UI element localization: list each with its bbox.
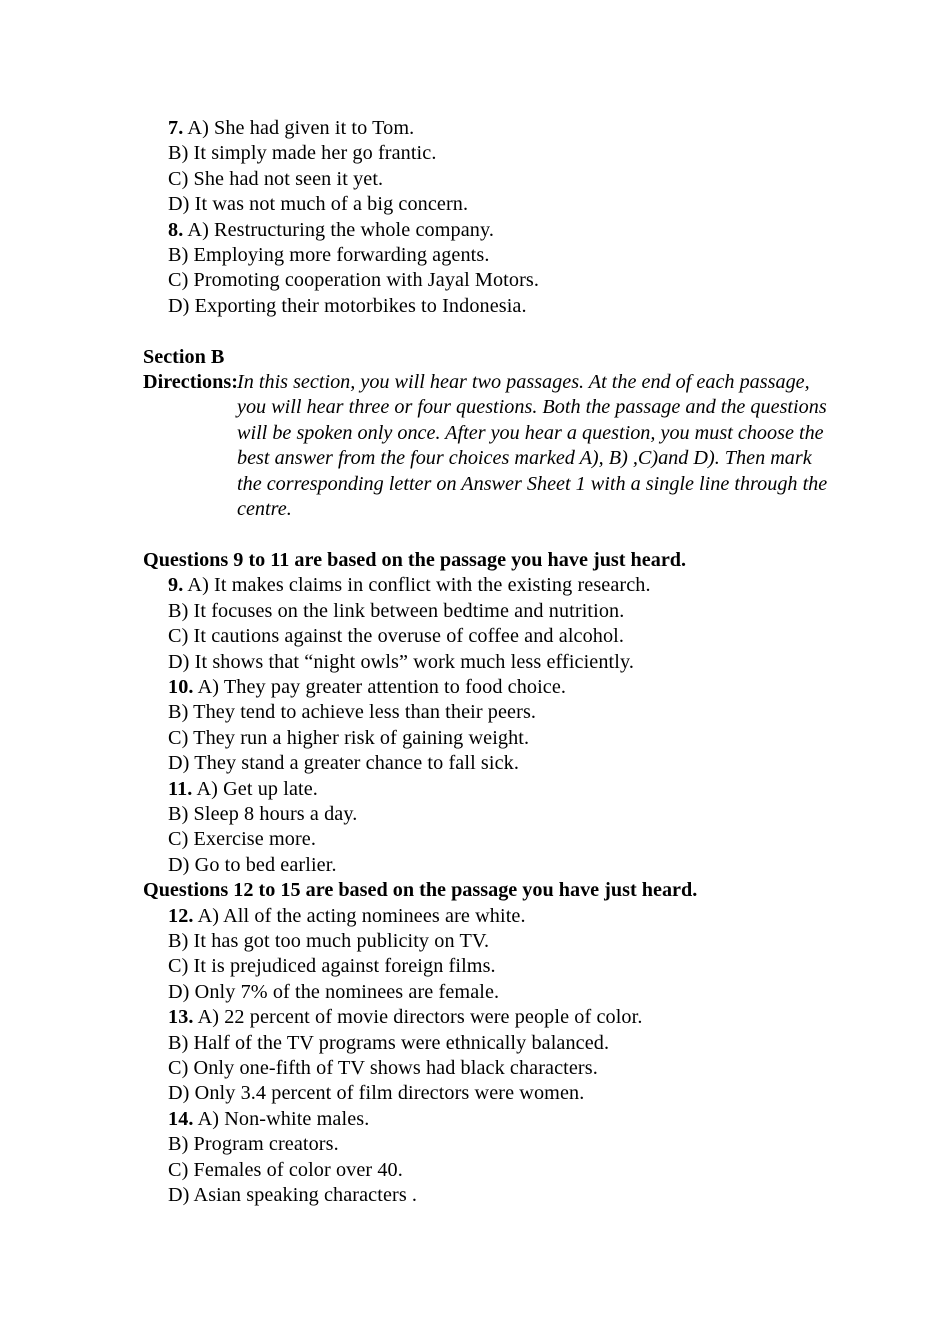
question-number-12: 12. [168, 904, 194, 927]
option-row: D) Asian speaking characters . [168, 1184, 418, 1207]
option-text: A) All of the acting nominees are white. [197, 904, 526, 927]
directions-block [143, 370, 828, 522]
option-row: D) It shows that “night owls” work much less efficiently. [168, 650, 634, 673]
option-text: A) She had given it to Tom. [187, 117, 415, 139]
option-row: C) They run a higher risk of gaining weight. [168, 726, 530, 749]
passage-2-heading: Questions 12 to 15 are based on the passage you have just heard. [143, 879, 698, 902]
question-item-14 [168, 1107, 823, 1132]
option-row: D) Only 3.4 percent of film directors were women. [168, 1082, 585, 1105]
option-row: B) Half of the TV programs were ethnically balanced. [168, 1031, 610, 1054]
document-body [143, 116, 828, 1208]
option-row: D) Exporting their motorbikes to Indonesia. [168, 294, 527, 317]
question-number-8: 8. [168, 218, 184, 241]
directions-line: In this section, you will hear two passages. At the end of each passage, [237, 371, 810, 394]
section-b-heading: Section B [143, 345, 225, 368]
option-text: A) 22 percent of movie directors were people of color. [197, 1006, 643, 1029]
option-row: C) Only one-fifth of TV shows had black characters. [168, 1057, 598, 1079]
option-row: B) Sleep 8 hours a day. [168, 802, 358, 825]
option-row: D) Only 7% of the nominees are female. [168, 980, 500, 1003]
directions-text [237, 370, 828, 522]
question-item-7 [168, 116, 823, 141]
directions-line: the corresponding letter on Answer Sheet 1 with a single line through the [237, 472, 828, 495]
directions-line: best answer from the four choices marked A), B) ,C)and D). Then mark [237, 447, 812, 470]
option-row: B) Employing more forwarding agents. [168, 244, 490, 267]
directions-line: you will hear three or four questions. Both the passage and the questions [237, 396, 827, 419]
question-number-14: 14. [168, 1107, 194, 1130]
directions-label: Directions: [143, 371, 238, 394]
option-text: A) Restructuring the whole company. [187, 218, 494, 241]
option-row: C) It is prejudiced against foreign films. [168, 955, 496, 978]
question-number-9: 9. [168, 574, 184, 597]
block-spacer [143, 319, 823, 344]
option-text: A) They pay greater attention to food choice. [197, 675, 567, 698]
option-text: A) Non-white males. [197, 1107, 370, 1130]
option-row: C) Females of color over 40. [168, 1158, 403, 1181]
option-text: A) Get up late. [196, 777, 318, 800]
question-item-8 [168, 218, 823, 243]
option-row: B) Program creators. [168, 1133, 339, 1156]
option-row: C) Exercise more. [168, 828, 317, 851]
question-number-11: 11. [168, 777, 193, 800]
option-row: B) It has got too much publicity on TV. [168, 929, 490, 952]
question-number-7: 7. [168, 117, 184, 139]
question-number-10: 10. [168, 675, 194, 698]
question-number-13: 13. [168, 1006, 194, 1029]
question-item-13 [168, 1005, 823, 1030]
option-row: D) Go to bed earlier. [168, 853, 337, 876]
option-row: C) She had not seen it yet. [168, 167, 384, 190]
option-row: B) It focuses on the link between bedtime and nutrition. [168, 599, 625, 622]
option-row: B) They tend to achieve less than their peers. [168, 701, 537, 724]
option-text: A) It makes claims in conflict with the existing research. [187, 574, 651, 597]
directions-line: will be spoken only once. After you hear a question, you must choose the [237, 421, 824, 444]
option-row: B) It simply made her go frantic. [168, 142, 437, 165]
option-row: D) They stand a greater chance to fall sick. [168, 752, 519, 775]
directions-line: centre. [237, 498, 292, 521]
question-item-11 [168, 777, 823, 802]
option-row: D) It was not much of a big concern. [168, 193, 469, 216]
passage-1-heading: Questions 9 to 11 are based on the passage you have just heard. [143, 548, 687, 571]
question-item-12 [168, 904, 823, 929]
question-item-9 [168, 573, 823, 598]
question-item-10 [168, 675, 823, 700]
option-row: C) It cautions against the overuse of coffee and alcohol. [168, 625, 625, 648]
option-row: C) Promoting cooperation with Jayal Motors. [168, 269, 539, 292]
block-spacer [143, 522, 823, 547]
